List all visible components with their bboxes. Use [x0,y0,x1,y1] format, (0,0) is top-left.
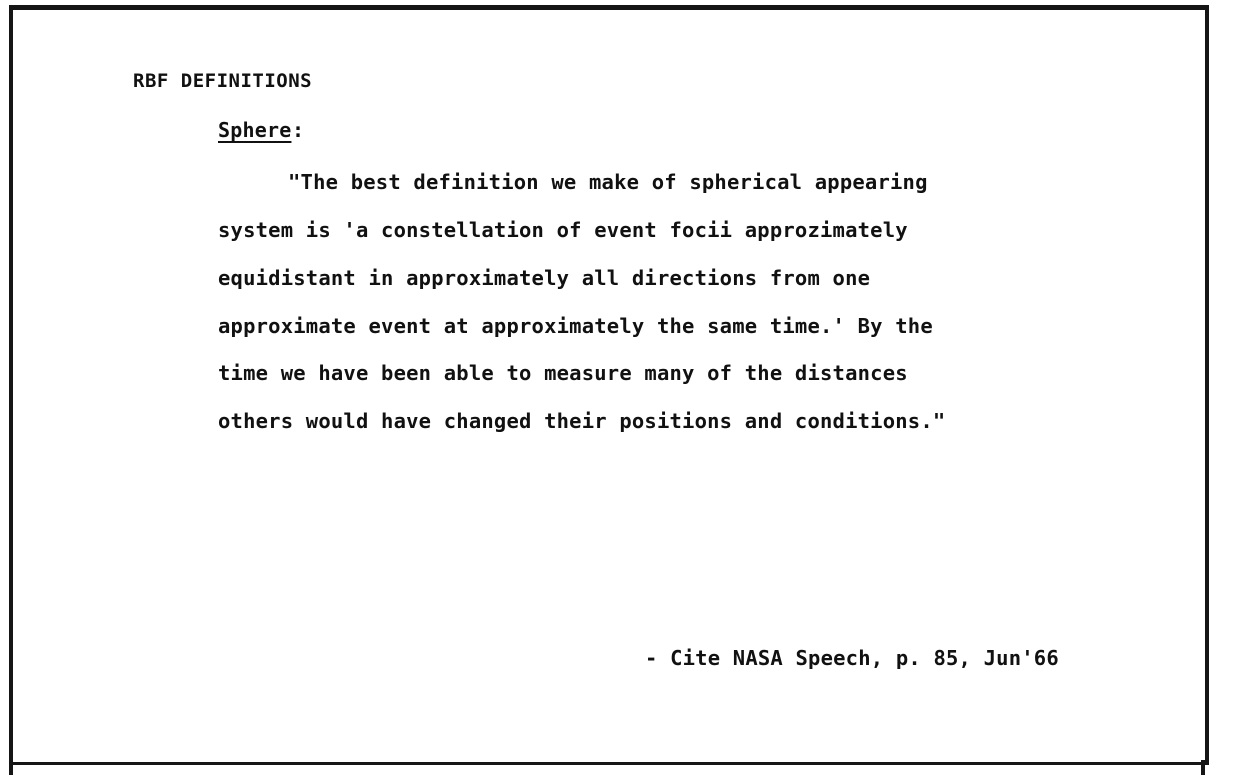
quote-line-2: system is 'a constellation of event focii approzimately [218,218,908,242]
quote-line-4: approximate event at approximately the same time.' By the [218,314,933,338]
border-extension-left [9,760,13,775]
quote-line-6: others would have changed their positions and conditions." [218,409,946,433]
defined-term-colon: : [292,118,305,142]
border-extension-right [1201,760,1205,775]
quote-line-3: equidistant in approximately all directions from one [218,266,871,290]
section-heading: RBF DEFINITIONS [133,70,313,92]
defined-term: Sphere [218,118,292,142]
quote-line-5: time we have been able to measure many of the distances [218,361,908,385]
quote-line-1: "The best definition we make of spherical appearing [288,170,928,194]
citation-text: - Cite NASA Speech, p. 85, Jun'66 [645,646,1059,670]
